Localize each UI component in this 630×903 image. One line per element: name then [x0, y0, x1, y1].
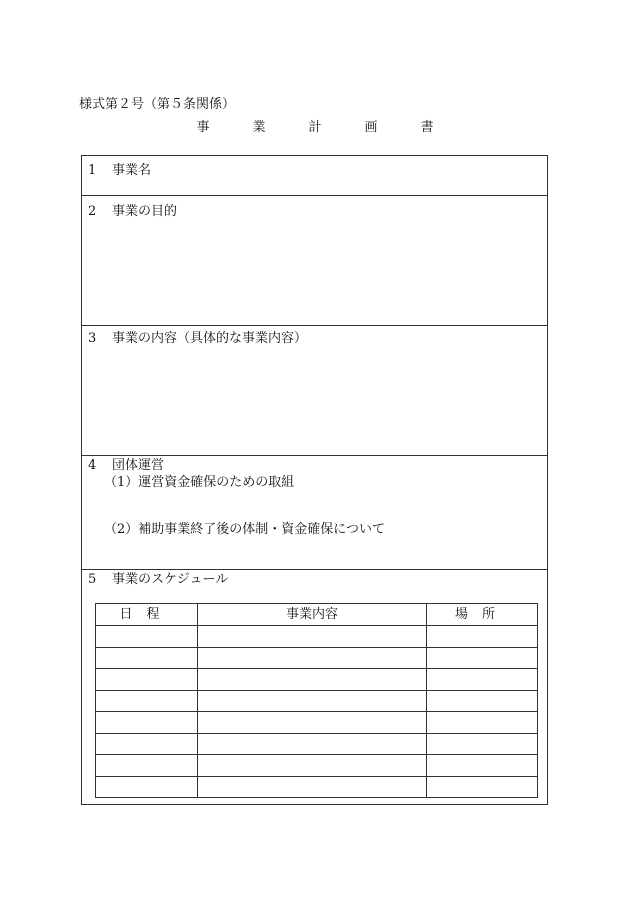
schedule-row — [96, 712, 538, 734]
date-cell[interactable] — [96, 626, 198, 648]
content-cell[interactable] — [198, 776, 427, 798]
place-cell[interactable] — [427, 647, 538, 669]
section-title: 事業名 — [112, 163, 152, 178]
schedule-table — [95, 603, 538, 798]
date-cell[interactable] — [96, 712, 198, 734]
date-cell[interactable] — [96, 776, 198, 798]
place-cell[interactable] — [427, 669, 538, 691]
date-cell[interactable] — [96, 669, 198, 691]
section-project-purpose[interactable] — [82, 196, 547, 326]
content-cell[interactable] — [198, 690, 427, 712]
section-number: 4 — [88, 458, 97, 473]
content-cell[interactable] — [198, 733, 427, 755]
place-cell[interactable] — [427, 712, 538, 734]
content-cell[interactable] — [198, 669, 427, 691]
section-title: 事業の目的 — [112, 204, 178, 219]
section-title: 事業のスケジュール — [112, 572, 229, 587]
section-label — [88, 163, 151, 179]
schedule-row — [96, 669, 538, 691]
place-cell[interactable] — [427, 690, 538, 712]
section-title: 団体運営 — [112, 458, 165, 473]
header-place: 場所 — [427, 604, 538, 626]
schedule-row — [96, 733, 538, 755]
section-number: 2 — [88, 204, 97, 219]
section-organization-management[interactable] — [82, 456, 547, 570]
place-cell[interactable] — [427, 776, 538, 798]
section-label — [88, 572, 228, 588]
section-number: 1 — [88, 163, 97, 178]
schedule-row — [96, 647, 538, 669]
place-cell[interactable] — [427, 626, 538, 648]
section-project-schedule — [82, 570, 547, 804]
date-cell[interactable] — [96, 690, 198, 712]
header-content: 事業内容 — [198, 604, 427, 626]
section-title: 事業の内容（具体的な事業内容） — [112, 331, 308, 346]
schedule-row — [96, 755, 538, 777]
schedule-header-row — [96, 604, 538, 626]
section-label — [88, 458, 164, 474]
date-cell[interactable] — [96, 647, 198, 669]
form-number: 様式第２号（第５条関係） — [79, 97, 236, 112]
section-project-name[interactable] — [82, 156, 547, 196]
section-number: 3 — [88, 331, 97, 346]
sub-item-funding-efforts: （1）運営資金確保のための取組 — [104, 475, 295, 490]
section-label — [88, 331, 307, 347]
schedule-row — [96, 626, 538, 648]
document-title: 事 業 計 画 書 — [196, 120, 449, 135]
section-project-content[interactable] — [82, 326, 547, 456]
section-label — [88, 204, 177, 220]
date-cell[interactable] — [96, 755, 198, 777]
sub-item-post-subsidy-plan: （2）補助事業終了後の体制・資金確保について — [104, 522, 386, 537]
schedule-row — [96, 690, 538, 712]
place-cell[interactable] — [427, 733, 538, 755]
content-cell[interactable] — [198, 626, 427, 648]
plan-form-table — [81, 155, 548, 805]
date-cell[interactable] — [96, 733, 198, 755]
schedule-row — [96, 776, 538, 798]
content-cell[interactable] — [198, 755, 427, 777]
content-cell[interactable] — [198, 647, 427, 669]
place-cell[interactable] — [427, 755, 538, 777]
content-cell[interactable] — [198, 712, 427, 734]
section-number: 5 — [88, 572, 97, 587]
header-date: 日程 — [96, 604, 198, 626]
